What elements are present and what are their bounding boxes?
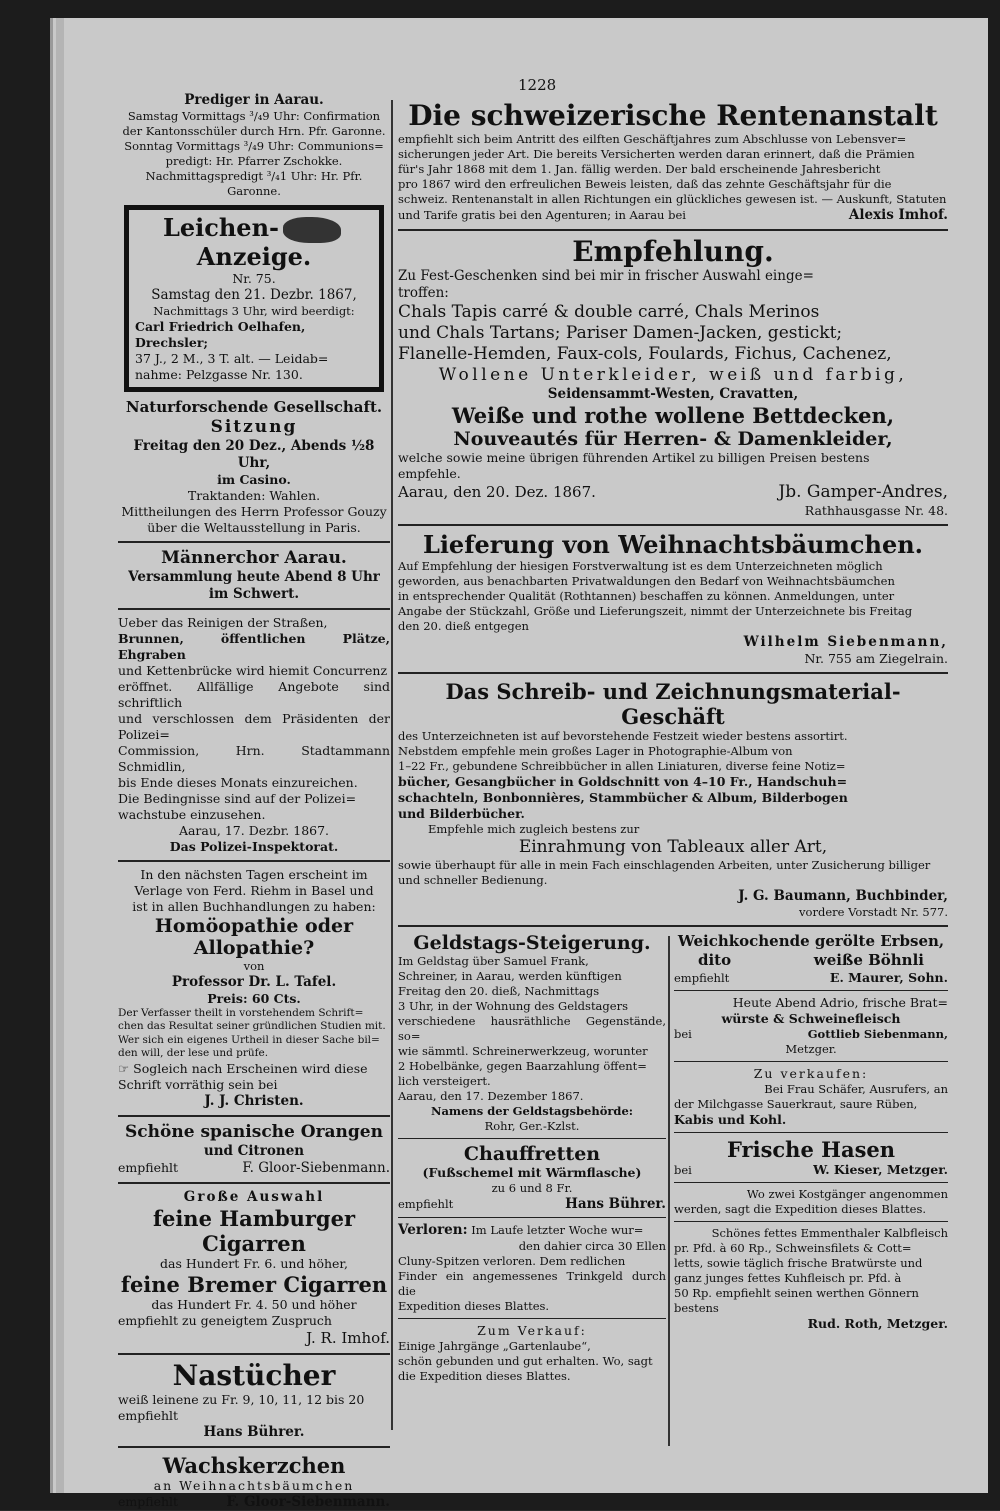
leichen-date: Samstag den 21. Dezbr. 1867, bbox=[151, 286, 357, 303]
kost-line: Wo zwei Kostgänger angenommen bbox=[746, 1187, 948, 1201]
divider bbox=[118, 1446, 390, 1448]
cigarren-notice bbox=[118, 1189, 390, 1348]
leichen-nr: Nr. 75. bbox=[232, 270, 276, 286]
chauff-footer bbox=[398, 1196, 666, 1213]
erbsen-ad bbox=[674, 932, 948, 986]
empf-date: Aarau, den 20. Dez. 1867. bbox=[398, 483, 596, 501]
renten-line: empfiehlt sich beim Antritt des eilften Geschäftjahres zum Abschlusse von Lebensver= bbox=[398, 132, 907, 146]
homoeo-line: Wer sich ein eigenes Urtheil in dieser Sache bil= bbox=[118, 1033, 380, 1046]
nastuecher-title: Nastücher bbox=[172, 1358, 336, 1392]
empf-intro2: troffen: bbox=[398, 285, 449, 301]
empfehlung-ad bbox=[398, 236, 948, 519]
lieferung-ad bbox=[398, 531, 948, 667]
empf-nouv: Nouveautés für Herren- & Damenkleider, bbox=[453, 428, 893, 450]
divider bbox=[398, 672, 948, 674]
divider bbox=[398, 229, 948, 231]
geldstag-line: 2 Hobelbänke, gegen Baarzahlung öffent= bbox=[398, 1059, 647, 1073]
schreib-line: Nebstdem empfehle mein großes Lager in Photographie-Album von bbox=[398, 744, 793, 758]
adrio-ad bbox=[674, 995, 948, 1057]
natur-title: Naturforschende Gesellschaft. bbox=[125, 397, 383, 416]
verloren-line: Expedition dieses Blattes. bbox=[398, 1299, 550, 1313]
divider bbox=[398, 925, 948, 927]
divider bbox=[674, 1061, 948, 1062]
wachs-line: an Weihnachtsbäumchen bbox=[153, 1477, 355, 1493]
renten-sign: Alexis Imhof. bbox=[848, 207, 948, 223]
prediger-notice bbox=[118, 92, 390, 199]
wachs-notice bbox=[118, 1453, 390, 1511]
divider bbox=[398, 1318, 666, 1319]
adrio-sign: Gottlieb Siebenmann, bbox=[807, 1027, 948, 1041]
erbsen-boehnli: weiße Böhnli bbox=[813, 951, 924, 969]
column-rule bbox=[391, 100, 393, 1430]
kostgaenger-ad bbox=[674, 1187, 948, 1217]
geldstag-line: wie sämmtl. Schreinerwerkzeug, worunter bbox=[398, 1044, 648, 1058]
sub-right-column bbox=[674, 932, 948, 1332]
erbsen-line2 bbox=[674, 951, 948, 970]
erbsen-footer bbox=[674, 970, 948, 986]
reinigen-line: Commission, Hrn. Stadtammann Schmidlin, bbox=[118, 742, 390, 774]
empf-item: Chals Tapis carré & double carré, Chals Merinos bbox=[398, 302, 820, 322]
orangen-title: Schöne spanische Orangen bbox=[125, 1121, 383, 1142]
orangen-emp: empfiehlt bbox=[118, 1159, 179, 1175]
schreib-title: Das Schreib- und Zeichnungsmaterial-Geschäft bbox=[445, 679, 901, 729]
verkaufen-line: Kabis und Kohl. bbox=[674, 1112, 787, 1127]
natur-trakt: Traktanden: Wahlen. bbox=[187, 487, 321, 503]
natur-where: im Casino. bbox=[217, 471, 291, 487]
geldstag-date: Aarau, den 17. Dezember 1867. bbox=[398, 1089, 584, 1103]
left-column bbox=[118, 92, 390, 1511]
wachs-emp: empfiehlt bbox=[118, 1493, 179, 1509]
page-content bbox=[108, 70, 950, 1510]
divider bbox=[118, 541, 390, 543]
reinigen-line: Ueber das Reinigen der Straßen, bbox=[118, 614, 328, 630]
homoeo-von: von bbox=[243, 958, 265, 973]
erbsen-dito: dito bbox=[698, 951, 732, 969]
nastuecher-emp: empfiehlt bbox=[118, 1407, 179, 1423]
reinigen-line: Die Bedingnisse sind auf der Polizei= bbox=[118, 790, 357, 806]
reinigen-line: und verschlossen dem Präsidenten der Polizei= bbox=[118, 710, 390, 742]
leichen-title-a: Leichen- bbox=[162, 213, 279, 242]
orangen-footer bbox=[118, 1160, 390, 1177]
reinigen-line: eröffnet. Allfällige Angebote sind schriftlich bbox=[118, 678, 390, 710]
nastuecher-notice bbox=[118, 1360, 390, 1441]
verloren-first bbox=[398, 1222, 666, 1239]
liefer-line: Angabe der Stückzahl, Größe und Lieferungszeit, nimmt der Unterzeichnete bis Freitag bbox=[398, 604, 913, 618]
empf-addr: Rathhausgasse Nr. 48. bbox=[804, 503, 948, 518]
natur-line: über die Weltausstellung in Paris. bbox=[147, 519, 361, 535]
verkaufen-line: Bei Frau Schäfer, Ausrufers, an bbox=[764, 1082, 948, 1096]
divider bbox=[674, 1221, 948, 1222]
kalb-line: pr. Pfd. à 60 Rp., Schweinsfilets & Cott= bbox=[674, 1241, 912, 1255]
geldstag-title: Geldstags-Steigerung. bbox=[413, 932, 651, 954]
reinigen-date: Aarau, 17. Dezbr. 1867. bbox=[178, 822, 330, 838]
natur-sitzung: Sitzung bbox=[210, 416, 298, 437]
verkaufen-line: der Milchgasse Sauerkraut, saure Rüben, bbox=[674, 1097, 918, 1111]
liefer-line: den 20. dieß entgegen bbox=[398, 619, 529, 633]
mourning-ornament-icon bbox=[283, 217, 341, 243]
page-number: 1228 bbox=[518, 76, 557, 94]
renten-line: sicherungen jeder Art. Die bereits Versicherten werden daran erinnert, daß die Prämien bbox=[398, 147, 915, 161]
schreib-tail: und schneller Bedienung. bbox=[398, 873, 548, 887]
empf-wolle: Wollene Unterkleider, weiß und farbig, bbox=[438, 365, 908, 385]
schreib-line: schachteln, Bonbonnières, Stammbücher & Album, Bilderbogen bbox=[398, 790, 848, 805]
cigarren-title-2: feine Bremer Cigarren bbox=[120, 1271, 388, 1297]
natur-line: Mittheilungen des Herrn Professor Gouzy bbox=[121, 503, 387, 519]
divider bbox=[398, 524, 948, 526]
schreib-empf: Empfehle mich zugleich bestens zur bbox=[428, 822, 640, 836]
page-edge bbox=[56, 18, 64, 1493]
maenner-line: Versammlung heute Abend 8 Uhr bbox=[128, 568, 380, 585]
divider bbox=[118, 860, 390, 862]
renten-line: für's Jahr 1868 mit dem 1. Jan. fällig werden. Der bald erscheinende Jahresbericht bbox=[398, 162, 881, 176]
chauff-title: Chauffretten bbox=[463, 1143, 601, 1165]
schreib-line: und Bilderbücher. bbox=[398, 806, 525, 821]
right-column bbox=[398, 100, 948, 1452]
reinigen-line: wachstube einzusehen. bbox=[118, 806, 266, 822]
prediger-title: Prediger in Aarau. bbox=[184, 92, 324, 108]
prediger-line: der Kantonsschüler durch Hrn. Pfr. Garonne. bbox=[122, 124, 386, 138]
schreib-line: des Unterzeichneten ist auf bevorstehende Festzeit wieder bestens assortirt. bbox=[398, 729, 848, 743]
leichen-title-b: Anzeige. bbox=[196, 241, 312, 271]
empf-item: und Chals Tartans; Pariser Damen-Jacken, gestickt; bbox=[398, 323, 843, 343]
rentenanstalt-ad bbox=[398, 100, 948, 224]
leichen-line: 37 J., 2 M., 3 T. alt. — Leidab= bbox=[135, 350, 329, 366]
adrio-footer bbox=[674, 1027, 948, 1042]
renten-title: Die schweizerische Rentenanstalt bbox=[408, 99, 938, 132]
geldstag-line: Freitag den 20. dieß, Nachmittags bbox=[398, 984, 600, 998]
divider bbox=[674, 990, 948, 991]
renten-line: und Tarife gratis bei den Agenturen; in Aarau bei bbox=[398, 208, 686, 222]
renten-line: schweiz. Rentenanstalt in allen Richtungen ein glückliches gewesen ist. — Auskunft, Statuten bbox=[398, 192, 947, 206]
homoeo-sign: J. J. Christen. bbox=[204, 1092, 304, 1109]
erbsen-emp: empfiehlt bbox=[674, 971, 730, 985]
divider bbox=[398, 1217, 666, 1218]
homoeopathie-notice bbox=[118, 867, 390, 1110]
verloren-ad bbox=[398, 1222, 666, 1314]
schreibmaterial-ad bbox=[398, 679, 948, 920]
zu-verkaufen-ad bbox=[674, 1066, 948, 1128]
verkauf1-title: Zum Verkauf: bbox=[477, 1323, 587, 1338]
geldstag-line: Im Geldstag über Samuel Frank, bbox=[398, 954, 589, 968]
empf-item: Flanelle-Hemden, Faux-cols, Foulards, Fichus, Cachenez, bbox=[398, 344, 892, 364]
prediger-line: Nachmittagspredigt ³/₄1 Uhr: Hr. Pfr. Garonne. bbox=[145, 169, 363, 198]
natur-when: Freitag den 20 Dez., Abends ½8 Uhr, bbox=[133, 437, 375, 471]
liefer-sign: Wilhelm Siebenmann, bbox=[743, 634, 948, 650]
liefer-addr: Nr. 755 am Ziegelrain. bbox=[804, 651, 948, 666]
divider bbox=[674, 1182, 948, 1183]
erbsen-sign: E. Maurer, Sohn. bbox=[829, 970, 948, 985]
adrio-bei: bei bbox=[674, 1027, 692, 1041]
empf-sign-row bbox=[398, 482, 948, 503]
hasen-sign: W. Kieser, Metzger. bbox=[813, 1162, 948, 1177]
homoeo-intro: In den nächsten Tagen erscheint im bbox=[140, 866, 368, 882]
maenner-line: im Schwert. bbox=[208, 585, 300, 602]
empf-title: Empfehlung. bbox=[572, 235, 774, 268]
geldstag-line: Schreiner, in Aarau, werden künftigen bbox=[398, 969, 622, 983]
empf-intro: Zu Fest-Geschenken sind bei mir in frischer Auswahl einge= bbox=[398, 268, 814, 284]
prediger-line: predigt: Hr. Pfarrer Zschokke. bbox=[165, 154, 343, 168]
wachs-footer bbox=[118, 1494, 390, 1511]
divider bbox=[118, 608, 390, 610]
kalb-line: letts, sowie täglich frische Bratwürste und bbox=[674, 1256, 923, 1270]
chauff-sign: Hans Bührer. bbox=[565, 1196, 666, 1212]
empf-tail: welche sowie meine übrigen führenden Artikel zu billigen Preisen bestens bbox=[398, 450, 870, 465]
reinigen-line: bis Ende dieses Monats einzureichen. bbox=[118, 774, 358, 790]
verkaufen-title: Zu verkaufen: bbox=[753, 1066, 869, 1081]
kalb-sign: Rud. Roth, Metzger. bbox=[807, 1316, 948, 1331]
kalb-line: bestens bbox=[674, 1301, 719, 1315]
homoeo-intro: ist in allen Buchhandlungen zu haben: bbox=[132, 898, 376, 914]
reinigen-line: Brunnen, öffentlichen Plätze, Ehgraben bbox=[118, 630, 390, 662]
orangen-sub: und Citronen bbox=[203, 1142, 305, 1159]
empf-bett: Weiße und rothe wollene Bettdecken, bbox=[451, 403, 895, 428]
sub-left-column bbox=[398, 932, 666, 1384]
liefer-line: in entsprechender Qualität (Rothtannen) beschaffen zu können. Anmeldungen, unter bbox=[398, 589, 895, 603]
verloren-line: Finder ein angemessenes Trinkgeld durch die bbox=[398, 1269, 666, 1298]
liefer-line: geworden, aus benachbarten Privatwaldungen den Bedarf von Weihnachtsbäumchen bbox=[398, 574, 895, 588]
cigarren-price-2: das Hundert Fr. 4. 50 und höher bbox=[151, 1296, 357, 1312]
verkauf1-line: Einige Jahrgänge „Gartenlaube“, bbox=[398, 1339, 591, 1353]
geldstag-ad bbox=[398, 932, 666, 1134]
divider bbox=[118, 1115, 390, 1117]
divider bbox=[398, 1138, 666, 1139]
liefer-line: Auf Empfehlung der hiesigen Forstverwaltung ist es dem Unterzeichneten möglich bbox=[398, 559, 883, 573]
renten-footer bbox=[398, 207, 948, 224]
cigarren-price-1: das Hundert Fr. 6. und höher, bbox=[159, 1255, 348, 1271]
kalbfleisch-ad bbox=[674, 1226, 948, 1332]
divider bbox=[674, 1132, 948, 1133]
prediger-line: Sonntag Vormittags ³/₄9 Uhr: Communions= bbox=[124, 139, 384, 153]
prediger-line: Samstag Vormittags ³/₄9 Uhr: Confirmation bbox=[127, 109, 381, 123]
maennerchor-notice bbox=[118, 548, 390, 603]
cigarren-top: Große Auswahl bbox=[183, 1188, 325, 1205]
verkauf1-line: schön gebunden und gut erhalten. Wo, sagt bbox=[398, 1354, 653, 1368]
empf-sign: Jb. Gamper-Andres, bbox=[778, 482, 948, 502]
schreib-sign: J. G. Baumann, Buchbinder, bbox=[738, 888, 948, 904]
leichen-line: nahme: Pelzgasse Nr. 130. bbox=[135, 366, 303, 382]
orangen-notice bbox=[118, 1122, 390, 1177]
renten-line: pro 1867 wird den erfreulichen Beweis leisten, daß das zehnte Geschäftsjahr für die bbox=[398, 177, 892, 191]
cigarren-title-1: feine Hamburger Cigarren bbox=[152, 1205, 356, 1256]
hasen-bei: bei bbox=[674, 1163, 692, 1177]
two-column-section bbox=[398, 932, 948, 1452]
adrio-l2: würste & Schweinefleisch bbox=[721, 1011, 901, 1026]
geldstag-line: lich versteigert. bbox=[398, 1074, 491, 1088]
chauffretten-ad bbox=[398, 1143, 666, 1213]
kost-line: werden, sagt die Expedition dieses Blattes. bbox=[674, 1202, 927, 1216]
adrio-l1: Heute Abend Adrio, frische Brat= bbox=[732, 995, 948, 1010]
erbsen-line1: Weichkochende gerölte Erbsen, bbox=[677, 932, 945, 950]
kalb-line: ganz junges fettes Kuhfleisch pr. Pfd. à bbox=[674, 1271, 902, 1285]
geldstag-sign1: Namens der Geldstagsbehörde: bbox=[430, 1104, 634, 1118]
empf-tail2: empfehle. bbox=[398, 466, 461, 481]
schreib-tail: sowie überhaupt für alle in mein Fach einschlagenden Arbeiten, unter Zusicherung billiger bbox=[398, 858, 931, 872]
homoeo-line: den will, der lese und prüfe. bbox=[118, 1047, 269, 1059]
geldstag-sign2: Rohr, Ger.-Kzlst. bbox=[484, 1119, 580, 1133]
adrio-role: Metzger. bbox=[785, 1042, 837, 1056]
verloren-head: Verloren: bbox=[398, 1222, 468, 1238]
kalb-line: 50 Rp. empfiehlt seinen werthen Gönnern bbox=[674, 1286, 919, 1300]
sub-column-rule bbox=[668, 936, 670, 1446]
hasen-title: Frische Hasen bbox=[726, 1137, 896, 1162]
homoeo-line: Der Verfasser theilt in vorstehendem Schrift= bbox=[118, 1006, 364, 1019]
verloren-line: den dahier circa 30 Ellen bbox=[518, 1239, 666, 1253]
cigarren-emp: empfiehlt zu geneigtem Zuspruch bbox=[118, 1312, 332, 1328]
nastuecher-sign: Hans Bührer. bbox=[203, 1423, 305, 1440]
homoeo-line: ☞ Sogleich nach Erscheinen wird diese bbox=[118, 1060, 368, 1076]
wachs-title: Wachskerzchen bbox=[162, 1452, 346, 1478]
schreib-big: Einrahmung von Tableaux aller Art, bbox=[518, 837, 828, 857]
verloren-line: Im Laufe letzter Woche wur= bbox=[471, 1223, 644, 1237]
reinigen-notice bbox=[118, 615, 390, 855]
wachs-sign: F. Gloor-Siebenmann. bbox=[226, 1493, 390, 1510]
chauff-emp: empfiehlt bbox=[398, 1197, 454, 1211]
divider bbox=[118, 1353, 390, 1355]
geldstag-line: 3 Uhr, in der Wohnung des Geldstagers bbox=[398, 999, 628, 1013]
chauff-sub: (Fußschemel mit Wärmflasche) bbox=[422, 1165, 642, 1180]
kalb-line: Schönes fettes Emmenthaler Kalbfleisch bbox=[711, 1226, 948, 1240]
geldstag-line: verschiedene hausräthliche Gegenstände, so= bbox=[398, 1014, 666, 1043]
divider bbox=[118, 1182, 390, 1184]
verloren-line: Cluny-Spitzen verloren. Dem redlichen bbox=[398, 1254, 626, 1268]
cigarren-sign: J. R. Imhof. bbox=[306, 1328, 390, 1347]
leichen-time: Nachmittags 3 Uhr, wird beerdigt: bbox=[153, 303, 355, 318]
homoeo-author: Professor Dr. L. Tafel. bbox=[171, 973, 337, 990]
reinigen-line: und Kettenbrücke wird hiemit Concurrenz bbox=[118, 662, 388, 678]
naturforschende-notice bbox=[118, 398, 390, 536]
liefer-title: Lieferung von Weihnachtsbäumchen. bbox=[422, 530, 924, 559]
reinigen-sign: Das Polizei-Inspektorat. bbox=[169, 838, 339, 854]
hasen-ad bbox=[674, 1137, 948, 1178]
nastuecher-line: weiß leinene zu Fr. 9, 10, 11, 12 bis 20 bbox=[118, 1391, 365, 1407]
homoeo-line: chen das Resultat seiner gründlichen Studien mit. bbox=[118, 1020, 386, 1032]
maenner-title: Männerchor Aarau. bbox=[161, 547, 347, 568]
leichen-line: Carl Friedrich Oelhafen, Drechsler; bbox=[135, 318, 306, 350]
homoeo-price: Preis: 60 Cts. bbox=[207, 990, 301, 1006]
hasen-footer bbox=[674, 1162, 948, 1178]
schreib-addr: vordere Vorstadt Nr. 577. bbox=[799, 905, 948, 919]
homoeo-intro: Verlage von Ferd. Riehm in Basel und bbox=[134, 882, 374, 898]
orangen-sign: F. Gloor-Siebenmann. bbox=[242, 1159, 390, 1176]
schreib-line: bücher, Gesangbücher in Goldschnitt von 4–10 Fr., Handschuh= bbox=[398, 774, 848, 789]
chauff-price: zu 6 und 8 Fr. bbox=[491, 1181, 573, 1195]
homoeo-title: Homöopathie oder Allopathie? bbox=[154, 914, 354, 959]
schreib-line: 1–22 Fr., gebundene Schreibbücher in allen Liniaturen, diverse feine Notiz= bbox=[398, 759, 846, 773]
leichen-title bbox=[135, 214, 373, 271]
verkauf-gartenlaube-ad bbox=[398, 1323, 666, 1384]
homoeo-line: Schrift vorräthig sein bei bbox=[118, 1076, 278, 1092]
leichen-anzeige-box bbox=[124, 205, 384, 392]
empf-seide: Seidensammt-Westen, Cravatten, bbox=[547, 386, 799, 402]
verkauf1-line: die Expedition dieses Blattes. bbox=[398, 1369, 571, 1383]
